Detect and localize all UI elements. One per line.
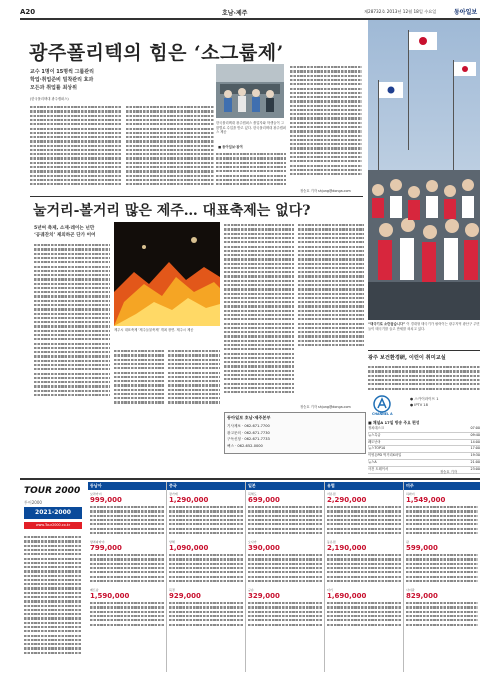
ad-item-name: 방콕파타야 — [90, 540, 105, 544]
program-title: 뉴스A — [368, 459, 377, 464]
article-divider — [30, 196, 363, 197]
contact-box-title: 동아일보 호남·제주본부 — [227, 415, 271, 420]
flag-photo-caption — [368, 322, 480, 348]
ad-item-name: 규슈 — [248, 588, 254, 592]
ad-cell[interactable] — [167, 482, 246, 672]
contact-row: 광고문의 · 062-671-7730 — [227, 430, 270, 435]
channel-a-logo[interactable] — [370, 394, 404, 418]
page-number: A20 — [20, 8, 36, 16]
ad-item-name: 오사카 — [248, 540, 257, 544]
ad-item-name: 보라카이 — [90, 492, 102, 496]
ad-item-name: 상해 — [169, 540, 175, 544]
article1-body-col2 — [126, 104, 214, 192]
ad-item-name: 장가계 — [169, 492, 178, 496]
ad-item-name: 베트남 — [90, 588, 99, 592]
article1-photo — [216, 64, 284, 118]
ad-item-price: 929,000 — [169, 592, 201, 600]
ad-region: 동남아 — [88, 482, 166, 490]
contact-label: 광고문의 — [227, 430, 241, 435]
ad-region: 중국 — [167, 482, 245, 490]
program-time: 23:00 — [470, 466, 480, 471]
article2-body-col5 — [298, 222, 364, 362]
article2-byline: 정승호 기자 shjung@donga.com — [300, 405, 351, 409]
article1-body-col3 — [216, 151, 286, 189]
program-time: 21:00 — [470, 459, 480, 464]
article1-byline: 정승호 기자 shjung@donga.com — [300, 189, 351, 193]
ad-item-name: 북경 — [169, 588, 175, 592]
program-title: 사건 트레이서 — [368, 466, 389, 471]
ad-phone[interactable]: 2021-2000 — [24, 507, 82, 519]
article1-body-col1 — [30, 104, 122, 192]
article2-photo-caption: 제주시 대표축제 ‘제주들불축제’ 개최 장면. 제주시 제공 — [114, 328, 194, 332]
article1-body-col4 — [290, 64, 362, 189]
program-row[interactable] — [368, 453, 480, 460]
ad-item-price: 1,090,000 — [169, 544, 209, 552]
issue-info — [364, 9, 436, 15]
paper-logo[interactable]: 동아일보 — [454, 9, 478, 16]
ad-item-name: 터키 — [327, 588, 333, 592]
contact-label: 기사제보 — [227, 424, 241, 428]
program-schedule-title: ■ 채널A 17일 방송 주요 편성 — [368, 420, 420, 425]
article2-body-col4 — [224, 222, 294, 412]
ad-brand-sub: 투어2000 — [24, 500, 42, 505]
program-title: 정치데스크 — [368, 426, 384, 430]
article2-body-col3 — [168, 348, 220, 412]
contact-row: 팩스 · 062-652-0000 — [227, 443, 263, 448]
ad-cell[interactable] — [88, 482, 167, 672]
contact-box — [224, 412, 366, 454]
article1-photo-caption: 한국폴리텍대 광주캠퍼스 졸업자와 학생들이 그룹별로 수업을 받고 있다. 한국폴리텍대 광주캠퍼스 제공 — [216, 121, 286, 134]
program-row[interactable] — [368, 460, 480, 467]
contact-value[interactable]: 062-671-7730 — [244, 430, 270, 435]
article1-headline[interactable]: 광주폴리텍의 힘은 ‘소그룹제’ — [29, 42, 284, 64]
ad-item-price: 2,290,000 — [327, 496, 367, 504]
issue-number: 제28732호 — [364, 9, 386, 14]
ad-item-price: 1,290,000 — [169, 496, 209, 504]
ad-item-name: 괌 — [406, 540, 409, 544]
article2-subhead: 5년여 축제, 소재·레이는 넌만 — [34, 226, 95, 231]
channel-article-body — [368, 364, 480, 392]
korean-flags-image-icon — [368, 20, 480, 320]
article2-body-col1 — [34, 242, 110, 412]
article2-headline[interactable]: 눌거리-볼거리 많은 제주… 대표축제는 없다? — [33, 203, 311, 219]
ad-item-name: 서유럽 — [327, 492, 336, 496]
ad-cell[interactable] — [404, 482, 480, 672]
program-time: 19:30 — [470, 453, 480, 458]
ad-top-rule — [20, 478, 480, 480]
ad-item-name: 동유럽 — [327, 540, 336, 544]
ad-item-price: 390,000 — [248, 544, 280, 552]
program-time: 14:00 — [470, 439, 480, 444]
ad-cell[interactable] — [246, 482, 325, 672]
ad-item-price: 1,590,000 — [90, 592, 130, 600]
ad-brand-name: TOUR 2000 — [24, 486, 81, 496]
ad-item-price: 2,190,000 — [327, 544, 367, 552]
ad-grid — [88, 482, 480, 672]
ad-brand-block[interactable] — [20, 482, 86, 672]
ad-item-price: 699,000 — [248, 496, 280, 504]
contact-rows — [227, 423, 270, 449]
flag-rally-photo — [368, 20, 480, 320]
ad-item-price: 829,000 — [406, 592, 438, 600]
ad-item-price: 799,000 — [90, 544, 122, 552]
ad-url[interactable]: www.Tour2000.co.kr — [24, 522, 82, 529]
sidebar-byline: 정승호 기자 — [440, 470, 457, 474]
contact-label: 팩스 — [227, 443, 234, 448]
program-row[interactable] — [368, 467, 480, 474]
article1-subhead: 학업·취업준비 밀착관리 효과 — [30, 77, 94, 83]
ad-item-price: 599,000 — [406, 544, 438, 552]
program-time: 07:00 — [470, 426, 480, 430]
article1-subhead: 모든과 취업률 최상위 — [30, 85, 77, 91]
ad-item-name: 북해도 — [248, 492, 257, 496]
program-time: 17:00 — [470, 446, 480, 451]
program-row[interactable] — [368, 426, 480, 433]
ad-cell[interactable] — [325, 482, 404, 672]
program-schedule — [368, 426, 480, 474]
contact-row: 구독신청 · 062-671-7733 — [227, 437, 270, 441]
sidebar-divider — [368, 350, 480, 351]
program-title: 뉴스특급 — [368, 432, 381, 437]
contact-label: 구독신청 — [227, 437, 241, 441]
ad-item-price: 1,549,000 — [406, 496, 446, 504]
program-title: 쾌도난마 — [368, 439, 381, 444]
article2-photo — [114, 222, 220, 326]
ad-item-price: 329,000 — [248, 592, 280, 600]
ad-brand-list — [24, 534, 82, 664]
issue-date: 2013년 12월 18일 수요일 — [386, 9, 437, 14]
flag-photo-caption-text: 이 경대형 태극기가 펄럭이는 광주지역 광산구 주민들이 태극기를 들고 만세를 외치고 있다. — [368, 322, 480, 331]
ad-item-name: 사이판 — [406, 588, 415, 592]
program-time: 09:40 — [470, 432, 480, 437]
contact-row: 기사제보 · 062-671-7700 — [227, 424, 270, 428]
program-title: 이영돈PD 먹거리X파일 — [368, 453, 402, 458]
classroom-image-icon — [216, 64, 284, 118]
channel-logo-text: CHANNEL A — [372, 412, 393, 416]
article2-subhead: ‘공궤잔치’ 제외하곤 단가 어어 — [34, 233, 96, 238]
article1-subsection: ■ 동아일보·참여 — [218, 145, 243, 149]
ad-region: 일본 — [246, 482, 324, 490]
contact-value[interactable]: 062-671-7700 — [244, 424, 270, 428]
channel-article-title[interactable]: 광주 보건환경硏, 이런이 취미교실 — [368, 355, 446, 361]
ad-item-price: 1,690,000 — [327, 592, 367, 600]
section-title: 호남·제주 — [222, 10, 248, 17]
article1-subhead: 교수 1명이 15명씩 그룹관리 — [30, 69, 94, 75]
program-row[interactable] — [368, 433, 480, 440]
fire-festival-image-icon — [114, 222, 220, 326]
ad-region: 미주 — [404, 482, 480, 490]
channel-info-item: ● 스카이라이프 1 — [410, 397, 439, 401]
contact-value[interactable]: 062-652-0000 — [237, 443, 263, 448]
flag-photo-caption-title: “태극기로 소란잡습니다” — [368, 322, 406, 326]
ad-region: 유럽 — [325, 482, 403, 490]
contact-value[interactable]: 062-671-7733 — [244, 437, 270, 441]
article1-subheads — [30, 68, 180, 92]
channel-info-item: ● IPTV 18 — [410, 403, 428, 407]
article1-source: (한국폴리텍대 광주캠퍼스) — [30, 97, 69, 101]
channel-info — [410, 396, 439, 408]
program-title: 뉴스TOP10 — [368, 446, 386, 451]
ad-item-price: 999,000 — [90, 496, 122, 504]
article2-body-col2 — [114, 348, 164, 412]
ad-item-name: 하와이 — [406, 492, 415, 496]
